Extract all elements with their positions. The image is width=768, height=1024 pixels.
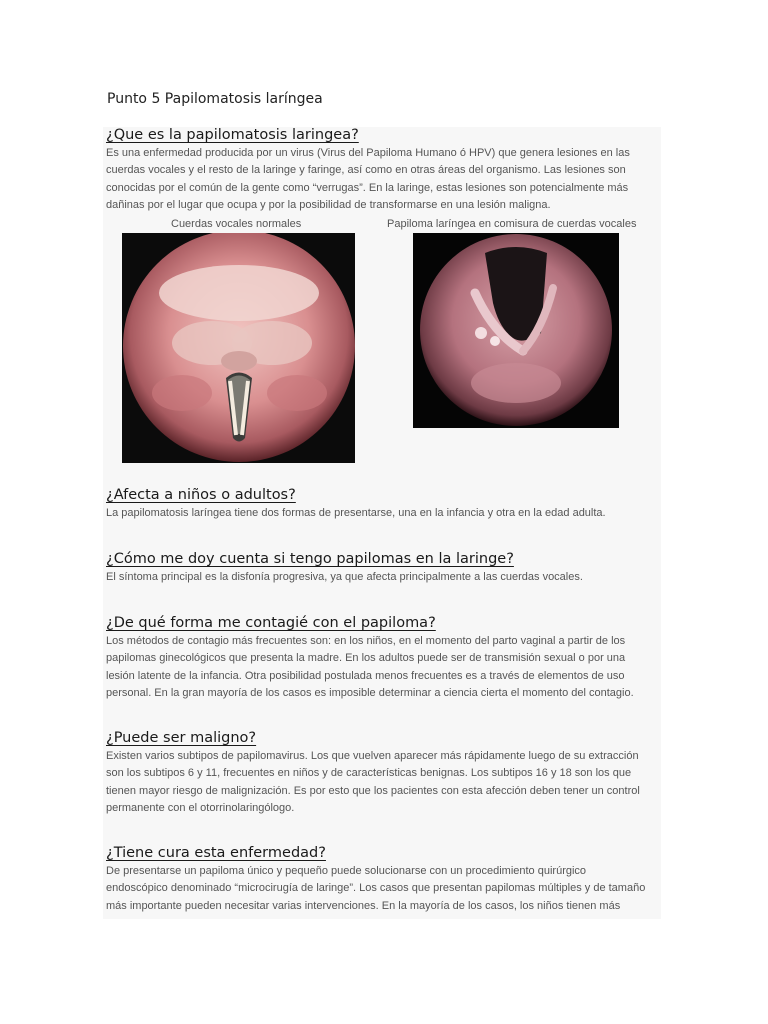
section-symptoms <box>106 551 658 586</box>
text-line: más importante pueden necesitar varias intervenciones. En la mayoría de los casos, los niños tienen más <box>106 899 621 912</box>
section-cure <box>106 845 658 915</box>
text-line: conocidas por el común de la gente como “verrugas”. En la laringe, estas lesiones son potencialmente más <box>106 181 629 194</box>
section-paragraph <box>106 505 658 522</box>
section-heading: ¿Cómo me doy cuenta si tengo papilomas en la laringe? <box>106 551 514 567</box>
section-paragraph <box>106 633 658 702</box>
text-line: dañinas por el lugar que ocupa y por la posibilidad de transformarse en una lesión maligna. <box>106 198 551 211</box>
text-line: tienen mayor riesgo de malignización. Es por esto que los pacientes con esta afección deben tener un control <box>106 784 640 797</box>
section-paragraph <box>106 569 658 586</box>
section-malignant <box>106 730 658 817</box>
text-line: El síntoma principal es la disfonía progresiva, ya que afecta principalmente a las cuerdas vocales. <box>106 571 583 583</box>
text-line: Los métodos de contagio más frecuentes son: en los niños, en el momento del parto vaginal a partir de los <box>106 635 626 647</box>
section-heading: ¿Puede ser maligno? <box>106 730 257 746</box>
document-content <box>103 127 661 919</box>
photo-papilloma <box>413 233 619 428</box>
section-paragraph <box>106 748 658 817</box>
text-line: cuerdas vocales y el resto de la laringe y faringe, así como en otras áreas del organismo. Las lesiones son <box>106 164 626 177</box>
page-title: Punto 5 Papilomatosis laríngea <box>107 91 323 107</box>
section-heading: ¿Que es la papilomatosis laringea? <box>106 127 359 143</box>
figure-caption-normal: Cuerdas vocales normales <box>171 218 302 230</box>
text-line: Es una enfermedad producida por un virus (Virus del Papiloma Humano ó HPV) que genera lesiones en las <box>106 147 630 159</box>
text-line: endoscópico denominado “microcirugía de laringe”. Los casos que presentan papilomas múltiples y de tamaño <box>106 882 646 895</box>
section-contagion <box>106 615 658 702</box>
text-line: La papilomatosis laríngea tiene dos formas de presentarse, una en la infancia y otra en la edad adulta. <box>106 507 606 519</box>
text-line: De presentarse un papiloma único y pequeño puede solucionarse con un procedimiento quirúrgico <box>106 865 587 877</box>
text-line: permanente con el otorrinolaringólogo. <box>106 801 295 814</box>
section-heading: ¿De qué forma me contagié con el papiloma? <box>106 615 436 631</box>
text-line: lesión latente de la infancia. Otra posibilidad postulada menos frecuentes es a través de elementos de uso <box>106 669 625 682</box>
section-heading: ¿Afecta a niños o adultos? <box>106 487 296 503</box>
text-line: personal. En la gran mayoría de los casos es imposible determinar a ciencia cierta el momento del contagio. <box>106 686 634 699</box>
figure-caption-papilloma: Papiloma laríngea en comisura de cuerdas vocales <box>387 218 637 230</box>
section-what-is <box>106 127 658 214</box>
section-children-adults <box>106 487 658 522</box>
photo-normal-vocal-cords <box>122 233 355 463</box>
section-paragraph <box>106 145 658 214</box>
text-line: papilomas ginecológicos que presenta la madre. En los adultos puede ser de transmisión sexual o por una <box>106 652 626 665</box>
section-paragraph <box>106 863 658 915</box>
text-line: son los subtipos 6 y 11, frecuentes en niños y de características benignas. Los subtipos 16 y 18 son los que <box>106 767 632 780</box>
section-heading: ¿Tiene cura esta enfermedad? <box>106 845 326 861</box>
text-line: Existen varios subtipos de papilomavirus. Los que vuelven aparecer más rápidamente luego de su extracción <box>106 750 639 762</box>
